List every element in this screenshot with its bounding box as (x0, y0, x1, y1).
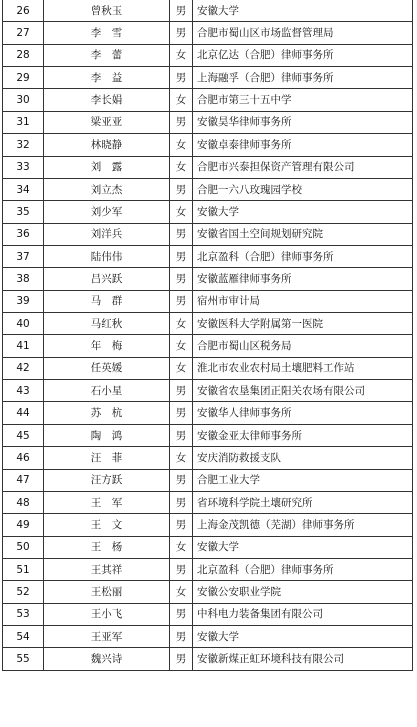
person-sex: 男 (170, 514, 193, 536)
table-row (3, 313, 413, 335)
person-name: 王小飞 (44, 603, 170, 625)
person-organization: 安徽大学 (193, 201, 413, 223)
row-number: 54 (3, 626, 44, 648)
person-name: 刘立杰 (44, 178, 170, 200)
table-row (3, 22, 413, 44)
person-organization: 安徽蓝雁律师事务所 (193, 268, 413, 290)
table-row (3, 514, 413, 536)
person-sex: 男 (170, 67, 193, 89)
person-sex: 男 (170, 223, 193, 245)
row-number: 32 (3, 134, 44, 156)
table-row (3, 603, 413, 625)
person-sex: 男 (170, 178, 193, 200)
row-number: 31 (3, 111, 44, 133)
row-number: 36 (3, 223, 44, 245)
person-sex: 女 (170, 447, 193, 469)
person-sex: 男 (170, 424, 193, 446)
person-organization: 上海融孚（合肥）律师事务所 (193, 67, 413, 89)
row-number: 55 (3, 648, 44, 670)
person-name: 林晓静 (44, 134, 170, 156)
person-sex: 女 (170, 335, 193, 357)
person-name: 王 军 (44, 491, 170, 513)
person-name: 陆伟伟 (44, 245, 170, 267)
person-organization: 合肥市第三十五中学 (193, 89, 413, 111)
row-number: 29 (3, 67, 44, 89)
row-number: 45 (3, 424, 44, 446)
person-name: 汪 菲 (44, 447, 170, 469)
person-name: 王松丽 (44, 581, 170, 603)
person-sex: 女 (170, 89, 193, 111)
person-name: 吕兴跃 (44, 268, 170, 290)
row-number: 42 (3, 357, 44, 379)
person-name: 马红秋 (44, 313, 170, 335)
person-sex: 女 (170, 44, 193, 66)
row-number: 27 (3, 22, 44, 44)
person-sex: 女 (170, 134, 193, 156)
person-organization: 安徽大学 (193, 536, 413, 558)
person-organization: 安徽公安职业学院 (193, 581, 413, 603)
person-sex: 男 (170, 402, 193, 424)
person-organization: 安徽大学 (193, 626, 413, 648)
person-sex: 男 (170, 0, 193, 22)
table-row (3, 290, 413, 312)
person-name: 刘洋兵 (44, 223, 170, 245)
person-sex: 男 (170, 648, 193, 670)
person-organization: 合肥市蜀山区税务局 (193, 335, 413, 357)
person-name: 陶 鸿 (44, 424, 170, 446)
person-organization: 安徽华人律师事务所 (193, 402, 413, 424)
person-sex: 男 (170, 22, 193, 44)
person-sex: 女 (170, 357, 193, 379)
person-organization: 淮北市农业农村局土壤肥料工作站 (193, 357, 413, 379)
row-number: 35 (3, 201, 44, 223)
person-name: 石小星 (44, 380, 170, 402)
person-organization: 上海金茂凯德（芜湖）律师事务所 (193, 514, 413, 536)
person-organization: 安徽省国土空间规划研究院 (193, 223, 413, 245)
person-sex: 女 (170, 313, 193, 335)
row-number: 41 (3, 335, 44, 357)
person-sex: 男 (170, 245, 193, 267)
table-row (3, 424, 413, 446)
person-organization: 北京盈科（合肥）律师事务所 (193, 558, 413, 580)
person-name: 梁亚亚 (44, 111, 170, 133)
table-row (3, 67, 413, 89)
table-row (3, 44, 413, 66)
person-name: 苏 杭 (44, 402, 170, 424)
table-row (3, 469, 413, 491)
person-name: 年 梅 (44, 335, 170, 357)
person-name: 魏兴诗 (44, 648, 170, 670)
table-row (3, 648, 413, 670)
table-row (3, 581, 413, 603)
person-organization: 北京亿达（合肥）律师事务所 (193, 44, 413, 66)
person-organization: 安徽大学 (193, 0, 413, 22)
person-name: 王 杨 (44, 536, 170, 558)
row-number: 52 (3, 581, 44, 603)
person-name: 李 雪 (44, 22, 170, 44)
person-sex: 女 (170, 581, 193, 603)
row-number: 26 (3, 0, 44, 22)
row-number: 53 (3, 603, 44, 625)
person-name: 李长娟 (44, 89, 170, 111)
person-name: 李 益 (44, 67, 170, 89)
person-sex: 男 (170, 111, 193, 133)
table-row (3, 223, 413, 245)
table-row (3, 491, 413, 513)
person-organization: 宿州市审计局 (193, 290, 413, 312)
table-row (3, 626, 413, 648)
person-name: 李 蕾 (44, 44, 170, 66)
table-row (3, 89, 413, 111)
person-organization: 安徽卓泰律师事务所 (193, 134, 413, 156)
person-sex: 女 (170, 201, 193, 223)
table-row (3, 402, 413, 424)
roster-body (3, 0, 413, 670)
table-row (3, 178, 413, 200)
table-row (3, 156, 413, 178)
row-number: 46 (3, 447, 44, 469)
person-sex: 男 (170, 268, 193, 290)
person-name: 王 文 (44, 514, 170, 536)
table-row (3, 268, 413, 290)
table-row (3, 201, 413, 223)
person-sex: 男 (170, 603, 193, 625)
person-name: 任英媛 (44, 357, 170, 379)
row-number: 38 (3, 268, 44, 290)
table-row (3, 447, 413, 469)
row-number: 47 (3, 469, 44, 491)
table-row (3, 357, 413, 379)
row-number: 44 (3, 402, 44, 424)
roster-table (2, 0, 413, 671)
row-number: 34 (3, 178, 44, 200)
person-organization: 合肥一六八玫瑰园学校 (193, 178, 413, 200)
row-number: 33 (3, 156, 44, 178)
person-name: 汪方跃 (44, 469, 170, 491)
row-number: 51 (3, 558, 44, 580)
person-name: 马 群 (44, 290, 170, 312)
row-number: 50 (3, 536, 44, 558)
person-organization: 合肥工业大学 (193, 469, 413, 491)
table-row (3, 380, 413, 402)
row-number: 40 (3, 313, 44, 335)
row-number: 48 (3, 491, 44, 513)
row-number: 39 (3, 290, 44, 312)
person-name: 曾秋玉 (44, 0, 170, 22)
person-sex: 女 (170, 156, 193, 178)
person-organization: 安徽金亚太律师事务所 (193, 424, 413, 446)
person-organization: 中科电力装备集团有限公司 (193, 603, 413, 625)
person-name: 刘少军 (44, 201, 170, 223)
person-organization: 安徽新煤正虹环境科技有限公司 (193, 648, 413, 670)
person-name: 王亚军 (44, 626, 170, 648)
row-number: 37 (3, 245, 44, 267)
person-organization: 安徽省农垦集团正阳关农场有限公司 (193, 380, 413, 402)
row-number: 49 (3, 514, 44, 536)
person-sex: 男 (170, 558, 193, 580)
person-sex: 男 (170, 491, 193, 513)
row-number: 28 (3, 44, 44, 66)
row-number: 30 (3, 89, 44, 111)
person-organization: 合肥市蜀山区市场监督管理局 (193, 22, 413, 44)
table-row (3, 0, 413, 22)
table-row (3, 245, 413, 267)
person-organization: 安徽医科大学附属第一医院 (193, 313, 413, 335)
person-sex: 男 (170, 290, 193, 312)
person-name: 刘 露 (44, 156, 170, 178)
table-row (3, 335, 413, 357)
table-row (3, 111, 413, 133)
person-organization: 省环境科学院土壤研究所 (193, 491, 413, 513)
table-row (3, 134, 413, 156)
person-name: 王其祥 (44, 558, 170, 580)
person-sex: 女 (170, 536, 193, 558)
person-organization: 安徽昊华律师事务所 (193, 111, 413, 133)
person-organization: 安庆消防救援支队 (193, 447, 413, 469)
table-row (3, 558, 413, 580)
person-sex: 男 (170, 469, 193, 491)
person-sex: 男 (170, 626, 193, 648)
person-organization: 北京盈科（合肥）律师事务所 (193, 245, 413, 267)
table-row (3, 536, 413, 558)
person-sex: 男 (170, 380, 193, 402)
row-number: 43 (3, 380, 44, 402)
person-organization: 合肥市兴泰担保资产管理有限公司 (193, 156, 413, 178)
